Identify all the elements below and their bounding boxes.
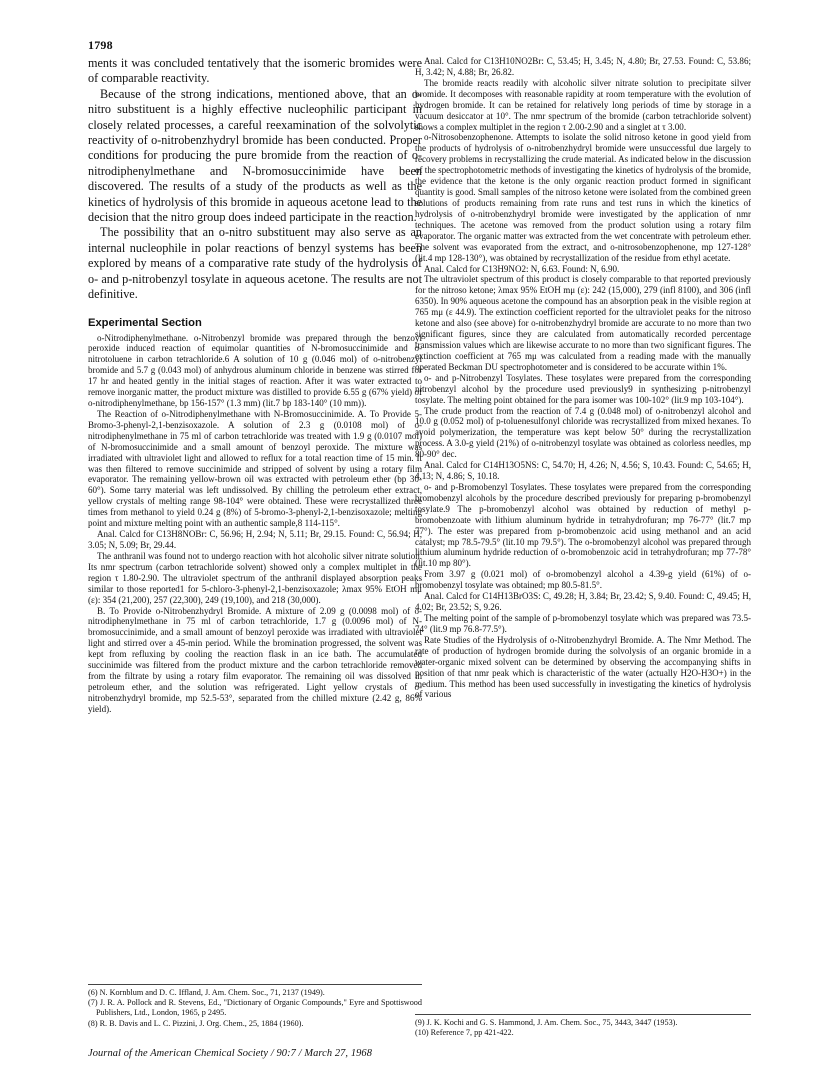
body-paragraph: o- and p-Bromobenzyl Tosylates. These tosylates were prepared from the corresponding bromobenzyl alcohols by the procedure described previously for preparing p-bromobenzyl tosylate.9 The p-bromobenzyl alcohol was obtained by reduction of methyl p-bromobenzoate with lithium aluminum hydride in tetrahydrofuran; mp 76-77° (lit.7 mp 77°). The ester was prepared from p-bromobenzoic acid using methanol and an acid catalyst; mp 78.5-79.5° (lit.10 mp 79.5°). The o-bromobenzyl alcohol was prepared through lithium aluminum hydride reduction of o-bromobenzoic acid in tetrahydrofuran; mp 77-78° (lit.10 mp 80°).: [415, 481, 751, 569]
footnote: (9) J. K. Kochi and G. S. Hammond, J. Am. Chem. Soc., 75, 3443, 3447 (1953).: [415, 1018, 678, 1027]
experimental-paragraph: The Reaction of o-Nitrodiphenylmethane with N-Bromosuccinimide. A. To Provide 5-Bromo-3-phenyl-2,1-benzisoxazole. A solution of 2.3 g (0.0108 mol) of o-nitrodiphenylmethane in 75 ml of carbon tetrachloride was treated with 1.9 g (0.0107 mol) of N-bromosuccinimide and a small amount of benzoyl peroxide. The mixture was irradiated with ultraviolet light and allowed to reflux for a total reaction time of 15 min. It was then filtered to remove succinimide and stripped of solvent by using a rotary film evaporator. The remaining yellow-brown oil was extracted with petroleum ether (bp 30-60°). Some tarry material was left undissolved. By chilling the petroleum ether extract, yellow crystals of melting range 98-104° were obtained. These were recrystallized three times from methanol to yield 0.24 g (8%) of 5-bromo-3-phenyl-2,1-benzisoxazole; melting point and mixture melting point with an authentic sample,8 114-115°.: [88, 408, 422, 529]
footnote: (10) Reference 7, pp 421-422.: [415, 1028, 514, 1038]
body-paragraph: The ultraviolet spectrum of this product is closely comparable to that reported previously for the nitroso ketone; λmax 95% EtOH mμ (ε): 242 (15,000), 279 (infl 8100), and 306 (infl 6350). In 90% aqueous acetone the compound has an absorption peak in the visible region at 765 mμ (ε 44.9). The extinction coefficient reported for the ultraviolet peaks for the nitroso ketone and also (see above) for o-nitrobenzhydryl bromide are accurate to no more than two significant figures, since they are calculated from automatically recorded percentage transmission values which are likewise accurate to no more than two significant figures. The extinction coefficient at 765 mμ was calculated from a reading made with the manually operated Beckman DU spectrophotometer and is considered to be accurate within 1%.: [415, 274, 751, 372]
body-paragraph: The melting point of the sample of p-bromobenzyl tosylate which was prepared was 73.5-74° (lit.9 mp 76.8-77.5°).: [415, 613, 751, 634]
experimental-paragraph: The anthranil was found not to undergo reaction with hot alcoholic silver nitrate solution. Its nmr spectrum (carbon tetrachloride solvent) showed only a complex multiplet in the region τ 1.80-2.90. The ultraviolet spectrum of the anthranil displayed absorption peaks similar to those reported1 for 5-chloro-3-phenyl-2,1-benzisoxazole; λmax 95% EtOH mμ (ε): 354 (21,200), 257 (22,300), 249 (19,100), and 218 (30,000).: [88, 550, 422, 605]
body-paragraph: Anal. Calcd for C14H13BrO3S: C, 49.28; H, 3.84; Br, 23.42; S, 9.40. Found: C, 49.45; H, 4.02; Br, 23.52; S, 9.26.: [415, 591, 751, 613]
experimental-section-heading: Experimental Section: [88, 316, 202, 329]
footnote: (6) N. Kornblum and D. C. Iffland, J. Am. Chem. Soc., 71, 2137 (1949).: [88, 988, 325, 997]
right-column: [415, 56, 751, 700]
body-paragraph: Rate Studies of the Hydrolysis of o-Nitrobenzhydryl Bromide. A. The Nmr Method. The rate of production of hydrogen bromide during the solvolysis of an organic bromide in a water-organic mixed solvent can be determined by observing the accompanying shifts in position of that nmr peak which is characteristic of the water (actually H2O-H3O+) in the medium. This method has been used successfully in investigating the kinetics of hydrolysis of various: [415, 634, 751, 700]
footnote: (8) R. B. Davis and L. C. Pizzini, J. Org. Chem., 25, 1884 (1960).: [88, 1018, 304, 1028]
left-column: [88, 56, 422, 715]
body-paragraph: o- and p-Nitrobenzyl Tosylates. These tosylates were prepared from the corresponding nitrobenzyl alcohol by the procedure used previously9 in synthesizing p-nitrobenzyl tosylate. The melting point obtained for the para isomer was 100-102° (lit.9 mp 103-104°).: [415, 372, 751, 405]
right-footnotes: [415, 1014, 751, 1038]
footnote: (7) J. R. A. Pollock and R. Stevens, Ed., "Dictionary of Organic Compounds," Eyre and Spottiswood Publishers, Ltd., London, 1965, p 2495.: [88, 998, 422, 1018]
intro-paragraph: ments it was concluded tentatively that the isomeric bromides were of comparable reactivity.: [88, 56, 422, 86]
body-paragraph: The crude product from the reaction of 7.4 g (0.048 mol) of o-nitrobenzyl alcohol and 10.0 g (0.052 mol) of p-toluenesulfonyl chloride was recrystallized from mixed hexanes. To avoid polymerization, the temperature was kept below 50° during the recrystallization process. A 3.0-g yield (21%) of o-nitrobenzyl tosylate was obtained as colorless needles, mp 80-90° dec.: [415, 405, 751, 460]
body-paragraph: Anal. Calcd for C13H9NO2: N, 6.63. Found: N, 6.90.: [424, 263, 620, 274]
body-paragraph: The bromide reacts readily with alcoholic silver nitrate solution to precipitate silver bromide. It decomposes with reasonable rapidity at room temperature with the evolution of hydrogen bromide. It can be retained for relatively long periods of time by storage in a vacuum desiccator at 10°. The nmr spectrum of the bromide (carbon tetrachloride solvent) shows a complex multiplet in the region τ 2.00-2.90 and a singlet at τ 3.00.: [415, 77, 751, 132]
body-paragraph: From 3.97 g (0.021 mol) of o-bromobenzyl alcohol a 4.39-g yield (61%) of o-bromobenzyl tosylate was obtained; mp 80.5-81.5°.: [415, 569, 751, 591]
left-footnotes: [88, 984, 422, 1029]
introduction-text: [88, 56, 422, 303]
journal-footer: Journal of the American Chemical Society / 90:7 / March 27, 1968: [88, 1048, 373, 1059]
body-paragraph: Anal. Calcd for C14H13O5NS: C, 54.70; H, 4.26; N, 4.56; S, 10.43. Found: C, 54.65; H, 4.13; N, 4.86; S, 10.18.: [415, 460, 751, 482]
body-paragraph: Anal. Calcd for C13H10NO2Br: C, 53.45; H, 3.45; N, 4.80; Br, 27.53. Found: C, 53.86; H, 3.42; N, 4.88; Br, 26.82.: [415, 56, 751, 77]
experimental-paragraph: o-Nitrodiphenylmethane. o-Nitrobenzyl bromide was prepared through the benzoyl peroxide induced reaction of equimolar quantities of N-bromosuccinimide and o-nitrotoluene in carbon tetrachloride.6 A solution of 10 g (0.046 mol) of o-nitrobenzyl bromide and 5.7 g (0.043 mol) of anhydrous aluminum chloride in benzene was stirred for 17 hr and heated gently in the initial stages of reaction. After it was water extracted to remove inorganic matter, the product mixture was distilled to provide 6.55 g (67% yield) of o-nitrodiphenylmethane, bp 156-157° (1.3 mm) (lit.7 bp 183-140° (10 mm)).: [88, 332, 422, 409]
experimental-text: [88, 333, 422, 715]
intro-paragraph: Because of the strong indications, mentioned above, that an o-nitro substituent is a highly effective nucleophilic participant in closely related processes, a careful reexamination of the solvolytic reactivity of o-nitrobenzhydryl bromide has been conducted. Proper conditions for producing the pure bromide from the reaction of o-nitrodiphenylmethane and N-bromosuccinimide have been discovered. The results of a study of the products as well as the kinetics of hydrolysis of this bromide in aqueous acetone lead to the decision that the nitro group does indeed participate in the reaction.: [88, 86, 422, 225]
experimental-paragraph: Anal. Calcd for C13H8NOBr: C, 56.96; H, 2.94; N, 5.11; Br, 29.15. Found: C, 56.94; H, 3.05; N, 5.09; Br, 29.44.: [88, 529, 422, 551]
intro-paragraph: The possibility that an o-nitro substituent may also serve as an internal nucleophile in polar reactions of benzyl systems has been explored by means of a comparative rate study of the hydrolysis of o- and p-nitrobenzyl tosylate in aqueous acetone. The results are not definitive.: [88, 225, 422, 302]
experimental-paragraph: B. To Provide o-Nitrobenzhydryl Bromide. A mixture of 2.09 g (0.0098 mol) of o-nitrodiphenylmethane in 75 ml of carbon tetrachloride, 1.7 g (0.0096 mol) of N-bromosuccinimide, and a small amount of benzoyl peroxide was irradiated with ultraviolet light and stirred over a 45-min period. While the bromination progressed, the solvent was kept from refluxing by cooling the reaction flask in an ice bath. The accumulated succinimide was filtered from the product mixture and the carbon tetrachloride removed from the filtrate by using a rotary film evaporator. The remaining oil was dissolved in petroleum ether, and the solution was refrigerated. Light yellow crystals of o-nitrobenzhydryl bromide, mp 52.5-53°, separated from the chilled mixture (2.42 g, 86% yield).: [88, 605, 422, 714]
page-number: 1798: [88, 38, 113, 52]
right-column-text: [415, 56, 751, 700]
body-paragraph: o-Nitrosobenzophenone. Attempts to isolate the solid nitroso ketone in good yield from the products of hydrolysis of o-nitrobenzhydryl bromide were unsuccessful due largely to recovery problems in recrystallizing the crude material. As indicated below in the discussion of the spectrophotometric methods of investigating the kinetics of hydrolysis of the bromide, the evidence that the ketone is the only organic reaction product formed in significant quantity is good. Small samples of the nitroso ketone were isolated from the combined green solutions of products remaining from rate runs and test runs in which the kinetics of hydrolysis of o-nitrobenzhydryl bromide were investigated by the application of nmr techniques. The acetone was removed from the product solution using a rotary film evaporator. The organic matter was extracted from the wet concentrate with petroleum ether. The solvent was evaporated from the extract, and o-nitrosobenzophenone, mp 127-128° (lit.4 mp 128-130°), was obtained by recrystallization of the residue from ethyl acetate.: [415, 132, 751, 263]
